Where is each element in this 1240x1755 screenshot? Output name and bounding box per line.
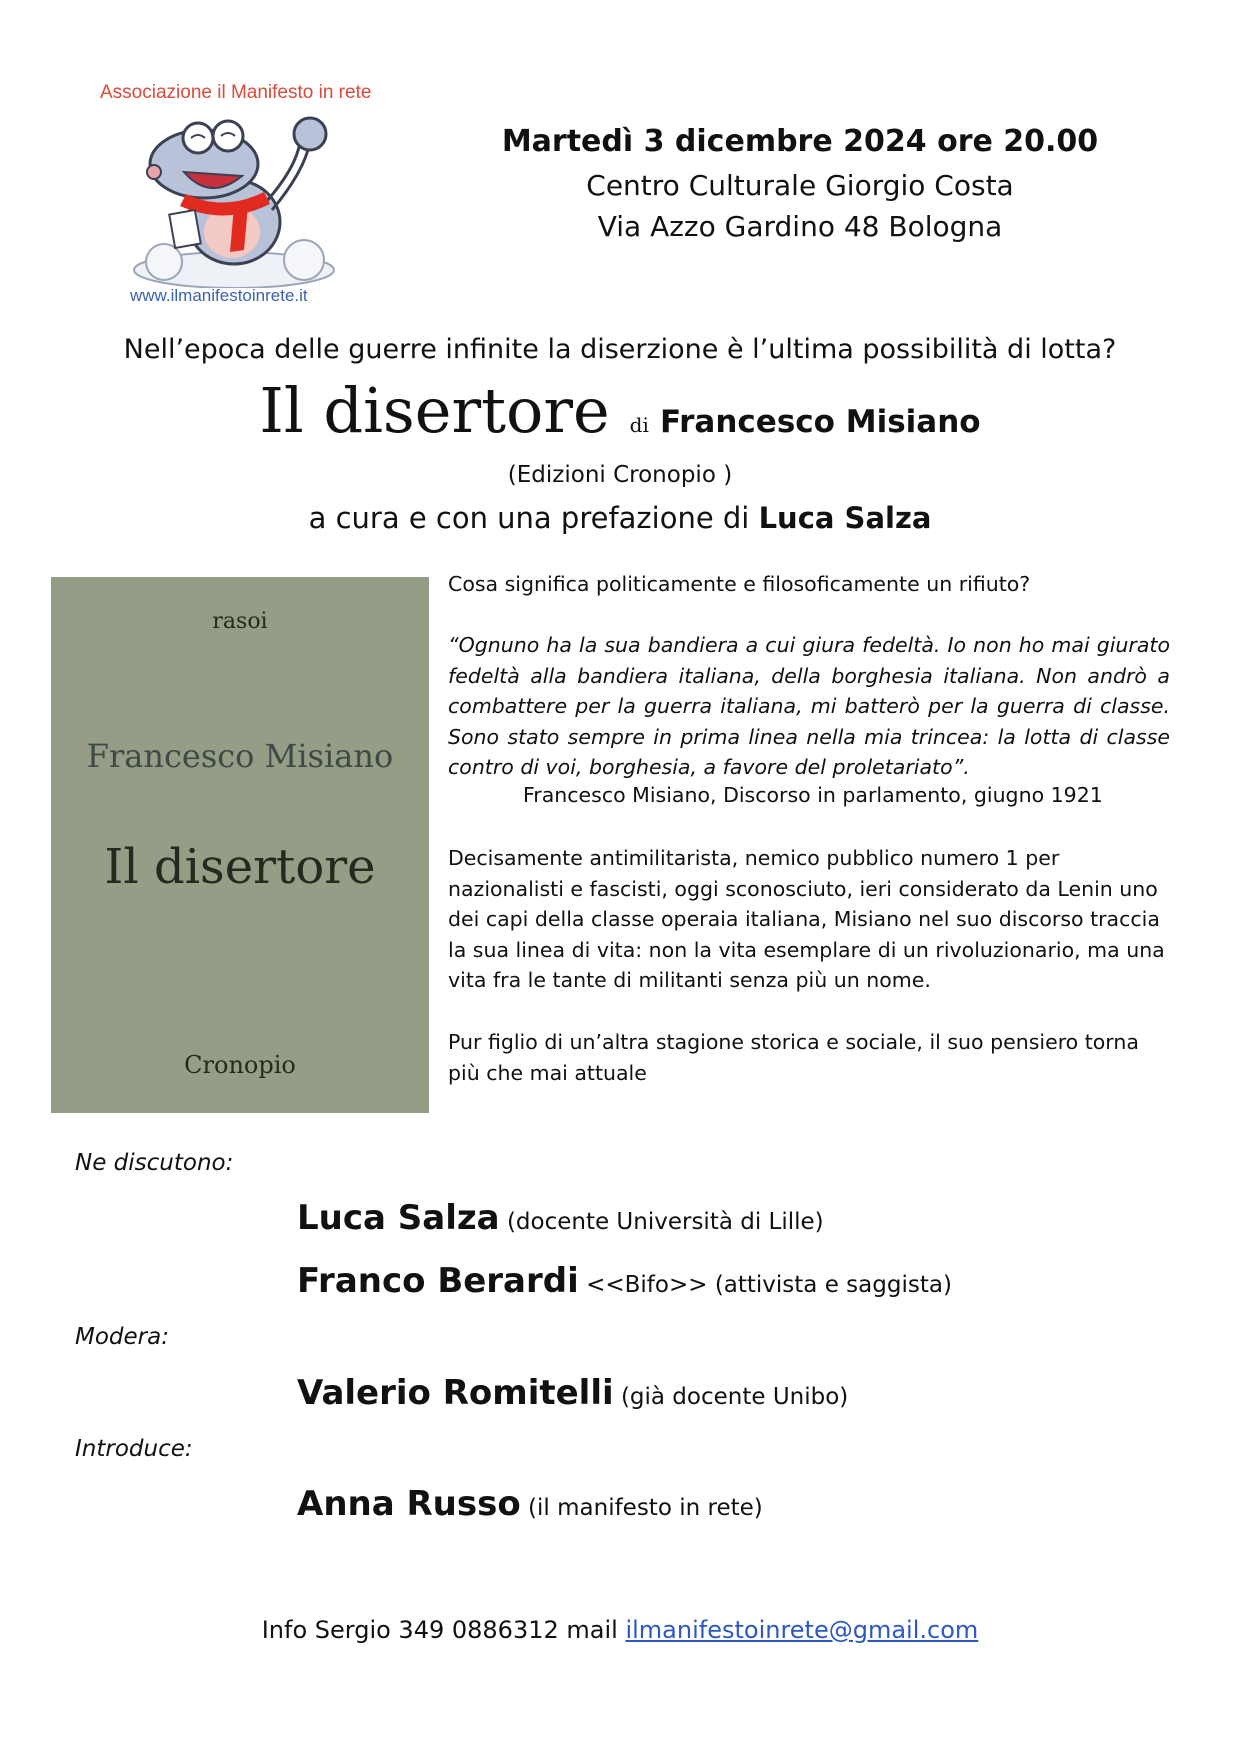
association-logo [74, 76, 402, 312]
cover-title: Il disertore [104, 839, 376, 895]
misiano-quote: “Ognuno ha la sua bandiera a cui giura fedeltà. Io non ho mai giurato fedeltà alla bandiera italiana, della borghesia italiana. Non andrò a combattere per la guerra italiana, mi batterò per la guerra di classe. Sono stato sempre in prima linea nella mia trincea: la lotta di classe contro di voi, borghesia, a favore del proletariato”. [448, 633, 1170, 779]
headline-question: Nell’epoca delle guerre infinite la diserzione è l’ultima possibilità di lotta? [123, 334, 1117, 365]
logo-url: www.ilmanifestoinrete.it [130, 286, 308, 305]
book-author: Francesco Misiano [659, 404, 981, 440]
speaker-valerio-romitelli [297, 1373, 848, 1413]
discuss-label: Ne discutono: [75, 1150, 234, 1176]
description-question: Cosa significa politicamente e filosoficamente un rifiuto? [448, 572, 1031, 596]
book-publisher: (Edizioni Cronopio ) [507, 462, 733, 488]
editor-line [0, 501, 1240, 535]
contact-email-link[interactable]: ilmanifestoinrete@gmail.com [625, 1616, 979, 1644]
speaker-name: Luca Salza [297, 1198, 500, 1238]
speaker-role: (già docente Unibo) [620, 1384, 849, 1410]
quote-attribution: Francesco Misiano, Discorso in parlamento, giugno 1921 [523, 783, 1103, 807]
event-address: Via Azzo Gardino 48 Bologna [597, 210, 1003, 243]
editor-prefix: a cura e con una prefazione di [308, 501, 750, 535]
book-title: Il disertore [259, 374, 610, 447]
speaker-anna-russo [297, 1484, 763, 1524]
book-cover [51, 577, 429, 1113]
moderator-label: Modera: [75, 1324, 169, 1350]
cover-author: Francesco Misiano [86, 737, 394, 775]
intro-label: Introduce: [75, 1436, 193, 1462]
cover-series: rasoi [212, 609, 268, 634]
description-paragraph: Decisamente antimilitarista, nemico pubblico numero 1 per nazionalisti e fascisti, oggi sconosciuto, ieri considerato da Lenin uno dei capi della classe operaia italiana, Misiano nel suo discorso traccia la sua linea di vita: non la vita esemplare di un rivoluzionario, ma una vita fra le tante di militanti senza più un nome. [448, 846, 1165, 992]
speaker-name: Valerio Romitelli [297, 1373, 614, 1413]
editor-name: Luca Salza [758, 501, 932, 535]
book-title-line [0, 374, 1240, 447]
speaker-name: Franco Berardi [297, 1261, 579, 1301]
speaker-franco-berardi [297, 1261, 952, 1301]
cover-publisher: Cronopio [184, 1051, 296, 1079]
mole-mascot-icon [114, 102, 374, 288]
speaker-luca-salza [297, 1198, 824, 1238]
description-closing: Pur figlio di un’altra stagione storica e sociale, il suo pensiero torna più che mai attuale [448, 1030, 1139, 1085]
speaker-role: (docente Università di Lille) [506, 1209, 824, 1235]
event-venue: Centro Culturale Giorgio Costa [586, 169, 1014, 202]
title-di: di [629, 413, 649, 437]
speaker-role: <<Bifo>> (attivista e saggista) [586, 1272, 952, 1298]
logo-org-name: Associazione il Manifesto in rete [100, 82, 372, 103]
speaker-role: (il manifesto in rete) [528, 1495, 763, 1521]
event-date: Martedì 3 dicembre 2024 ore 20.00 [501, 124, 1099, 159]
contact-info: Info Sergio 349 0886312 mail [261, 1616, 618, 1644]
speaker-name: Anna Russo [297, 1484, 521, 1524]
contact-footer [0, 1616, 1240, 1644]
